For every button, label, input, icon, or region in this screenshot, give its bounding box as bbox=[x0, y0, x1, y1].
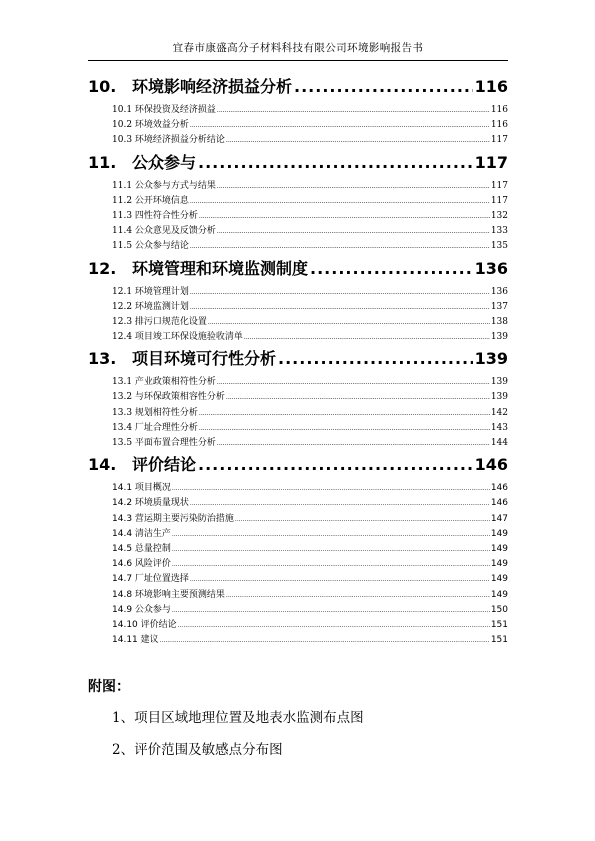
dot-leader bbox=[294, 77, 473, 96]
subsection-title: 13.4 厂址合理性分析 bbox=[112, 422, 198, 433]
section-number: 12. bbox=[88, 258, 117, 278]
section-title: 项目环境可行性分析 bbox=[132, 349, 277, 369]
subsection-title: 10.1 环保投资及经济损益 bbox=[112, 105, 216, 115]
section-title: 评价结论 bbox=[132, 455, 197, 475]
subsection-title: 14.4 清洁生产 bbox=[112, 528, 171, 539]
dot-leader bbox=[217, 440, 490, 447]
subsection-page: 146 bbox=[490, 498, 508, 509]
subsection-page: 117 bbox=[490, 180, 508, 191]
subsection-title: 14.9 公众参与 bbox=[112, 604, 171, 615]
dot-leader bbox=[226, 394, 490, 401]
section-number: 14. bbox=[88, 455, 117, 475]
toc-section[interactable] bbox=[88, 74, 508, 102]
section-page: 139 bbox=[474, 349, 508, 369]
dot-leader bbox=[217, 183, 490, 190]
subsection-title: 11.3 四性符合性分析 bbox=[112, 210, 198, 221]
toc-subsection[interactable] bbox=[88, 571, 508, 586]
subsection-title: 14.7 厂址位置选择 bbox=[112, 574, 189, 585]
dot-leader bbox=[217, 379, 490, 386]
subsection-title: 13.5 平面布置合理性分析 bbox=[112, 438, 216, 448]
subsection-page: 149 bbox=[490, 589, 508, 600]
subsection-page: 132 bbox=[490, 210, 508, 221]
subsection-page: 139 bbox=[490, 377, 508, 388]
subsection-page: 150 bbox=[490, 604, 508, 615]
toc-subsection[interactable] bbox=[88, 435, 508, 450]
dot-leader bbox=[190, 304, 490, 311]
subsection-page: 138 bbox=[490, 316, 508, 327]
dot-leader bbox=[310, 259, 473, 278]
attachment-item-1: 1、项目区域地理位置及地表水监测布点图 bbox=[112, 710, 364, 726]
toc-subsection[interactable] bbox=[88, 526, 508, 541]
subsection-page: 116 bbox=[490, 105, 508, 115]
subsection-title: 14.2 环境质量现状 bbox=[112, 498, 189, 509]
section-page: 117 bbox=[474, 152, 508, 172]
dot-leader bbox=[278, 349, 473, 368]
subsection-title: 12.3 排污口规范化设置 bbox=[112, 316, 207, 327]
toc-subsection[interactable] bbox=[88, 193, 508, 208]
subsection-page: 139 bbox=[490, 392, 508, 403]
subsection-title: 12.4 项目竣工环保设施验收清单 bbox=[112, 332, 243, 343]
toc-subsection[interactable] bbox=[88, 389, 508, 404]
toc-subsection[interactable] bbox=[88, 587, 508, 602]
subsection-title: 14.1 项目概况 bbox=[112, 483, 171, 494]
dot-leader bbox=[190, 243, 490, 250]
toc-subsection[interactable] bbox=[88, 511, 508, 526]
toc-subsection[interactable] bbox=[88, 495, 508, 510]
dot-leader bbox=[235, 516, 490, 523]
subsection-title: 14.6 风险评价 bbox=[112, 559, 171, 570]
dot-leader bbox=[172, 531, 490, 538]
subsection-page: 143 bbox=[490, 422, 508, 433]
dot-leader bbox=[217, 107, 490, 114]
dot-leader bbox=[172, 485, 490, 492]
toc-subsection[interactable] bbox=[88, 329, 508, 344]
dot-leader bbox=[160, 637, 490, 644]
subsection-title: 12.1 环境管理计划 bbox=[112, 286, 189, 297]
dot-leader bbox=[172, 546, 490, 553]
dot-leader bbox=[198, 153, 473, 172]
attachments-heading: 附图： bbox=[88, 679, 130, 695]
page-header: 宜春市康盛高分子材料科技有限公司环境影响报告书 bbox=[172, 42, 424, 54]
toc-subsection[interactable] bbox=[88, 314, 508, 329]
subsection-page: 144 bbox=[490, 438, 508, 448]
toc-subsection[interactable] bbox=[88, 374, 508, 389]
subsection-title: 14.5 总量控制 bbox=[112, 543, 171, 554]
subsection-page: 116 bbox=[490, 120, 508, 131]
dot-leader bbox=[199, 425, 490, 432]
dot-leader bbox=[244, 334, 490, 341]
subsection-page: 149 bbox=[490, 574, 508, 585]
toc-subsection[interactable] bbox=[88, 541, 508, 556]
table-of-contents bbox=[88, 72, 508, 647]
dot-leader bbox=[190, 122, 490, 129]
dot-leader bbox=[178, 622, 490, 629]
dot-leader bbox=[198, 455, 473, 474]
section-title: 环境影响经济损益分析 bbox=[132, 77, 293, 96]
subsection-title: 14.8 环境影响主要预测结果 bbox=[112, 589, 225, 600]
subsection-title: 10.3 环境经济损益分析结论 bbox=[112, 135, 225, 146]
section-number: 11. bbox=[88, 152, 117, 172]
subsection-title: 11.2 公开环境信息 bbox=[112, 195, 189, 206]
dot-leader bbox=[190, 289, 490, 296]
subsection-page: 137 bbox=[490, 301, 508, 312]
toc-subsection[interactable] bbox=[88, 284, 508, 299]
section-number: 10. bbox=[88, 77, 117, 96]
toc-subsection[interactable] bbox=[88, 117, 508, 132]
dot-leader bbox=[226, 137, 490, 144]
dot-leader bbox=[199, 213, 490, 220]
section-page: 116 bbox=[474, 77, 508, 96]
toc-subsection[interactable] bbox=[88, 617, 508, 632]
subsection-title: 14.10 评价结论 bbox=[112, 619, 177, 630]
toc-section[interactable] bbox=[88, 150, 508, 178]
subsection-title: 11.4 公众意见及反馈分析 bbox=[112, 226, 216, 237]
toc-section[interactable] bbox=[88, 256, 508, 284]
subsection-page: 135 bbox=[490, 241, 508, 252]
toc-subsection[interactable] bbox=[88, 223, 508, 238]
dot-leader bbox=[190, 198, 490, 205]
dot-leader bbox=[172, 607, 490, 614]
section-page: 146 bbox=[474, 455, 508, 475]
toc-subsection[interactable] bbox=[88, 238, 508, 253]
toc-subsection[interactable] bbox=[88, 299, 508, 314]
toc-section[interactable] bbox=[88, 346, 508, 374]
section-title: 环境管理和环境监测制度 bbox=[132, 258, 309, 278]
subsection-page: 151 bbox=[490, 619, 508, 630]
subsection-page: 139 bbox=[490, 332, 508, 343]
subsection-page: 149 bbox=[490, 528, 508, 539]
subsection-page: 133 bbox=[490, 226, 508, 237]
subsection-title: 12.2 环境监测计划 bbox=[112, 301, 189, 312]
subsection-title: 10.2 环境效益分析 bbox=[112, 120, 189, 131]
toc-subsection[interactable] bbox=[88, 556, 508, 571]
section-page: 136 bbox=[474, 258, 508, 278]
header-rule bbox=[88, 60, 508, 61]
subsection-page: 117 bbox=[490, 135, 508, 146]
subsection-title: 13.1 产业政策相符性分析 bbox=[112, 377, 216, 388]
dot-leader bbox=[199, 410, 490, 417]
toc-subsection[interactable] bbox=[88, 480, 508, 495]
subsection-title: 11.1 公众参与方式与结果 bbox=[112, 180, 216, 191]
subsection-page: 142 bbox=[490, 407, 508, 418]
dot-leader bbox=[208, 319, 490, 326]
section-number: 13. bbox=[88, 349, 117, 369]
subsection-page: 149 bbox=[490, 543, 508, 554]
toc-subsection[interactable] bbox=[88, 632, 508, 647]
toc-subsection[interactable] bbox=[88, 420, 508, 435]
subsection-title: 13.2 与环保政策相容性分析 bbox=[112, 392, 225, 403]
dot-leader bbox=[190, 576, 490, 583]
subsection-title: 14.3 营运期主要污染防治措施 bbox=[112, 513, 234, 524]
subsection-page: 147 bbox=[490, 513, 508, 524]
toc-subsection[interactable] bbox=[88, 178, 508, 193]
subsection-title: 14.11 建议 bbox=[112, 635, 159, 646]
section-title: 公众参与 bbox=[132, 152, 197, 172]
dot-leader bbox=[226, 592, 490, 599]
toc-subsection[interactable] bbox=[88, 208, 508, 223]
toc-subsection[interactable] bbox=[88, 405, 508, 420]
subsection-title: 11.5 公众参与结论 bbox=[112, 241, 189, 252]
dot-leader bbox=[172, 561, 490, 568]
subsection-page: 149 bbox=[490, 559, 508, 570]
dot-leader bbox=[190, 500, 490, 507]
toc-subsection[interactable] bbox=[88, 132, 508, 147]
subsection-title: 13.3 规划相符性分析 bbox=[112, 407, 198, 418]
subsection-page: 136 bbox=[490, 286, 508, 297]
subsection-page: 146 bbox=[490, 483, 508, 494]
subsection-page: 117 bbox=[490, 195, 508, 206]
dot-leader bbox=[217, 228, 490, 235]
toc-subsection[interactable] bbox=[88, 602, 508, 617]
toc-section[interactable] bbox=[88, 452, 508, 480]
subsection-page: 151 bbox=[490, 635, 508, 646]
attachment-item-2: 2、评价范围及敏感点分布图 bbox=[112, 742, 283, 758]
toc-subsection[interactable] bbox=[88, 102, 508, 117]
